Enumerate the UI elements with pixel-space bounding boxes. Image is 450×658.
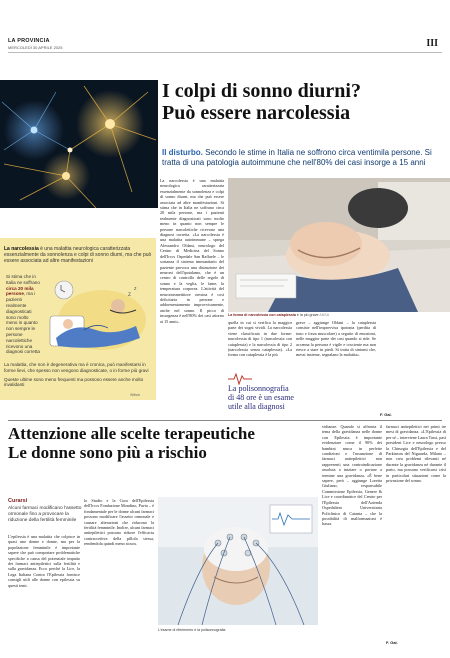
article2-signature: F. Gal.	[386, 640, 398, 645]
article1-column-1: La narcolessia è una malattia neurologica caratterizzata essenzialmente da sonnolenza e colpi di sonno diurni, ma che può essere associata ad altre manifestazioni. Si stima che in Italia ne soffrano circa 20 mila persone, ma i pazienti realmente diagnosticati sono molto meno in quanto non sempre le persone narcolettiche ricevono una diagnosi corretta. «La narcolessia è una malattia autoimmune – spiega Alessandro Oldani, neurologo del Centro di Medicina del Sonno dell'Irccs Ospedale San Raffaele – le sostanza il sistema immunitario del paziente provoca una distruzione dei neuroni dell'ipotalamo, che è un centro di controllo delle regole di sonno e la veglia, le fame, la temperatura corporea. L'attività del neurotrasmettitore orexina è così deficitaria in persone e addormentamento improvvisamente, anche nel sonno. Il picco di insorgenza è nell'80% dei casi attorno ai 15 anni».	[160, 178, 224, 324]
svg-text:z: z	[128, 292, 131, 298]
article2-headline: Attenzione alle scelte terapeutiche Le donne sono più a rischio	[8, 424, 255, 462]
article2-column-4: farmaci antiepilettici nei primi tre mesi di gravidanza. «L'Epilessia di per sé – interviene Laura Tassi, past president Lice e neurologo presso la Chirurgia dell'Epilessia e del Parkinson del Niguarda, Milano – non crea problemi rilevanti né durante la gravidanza né durante il parto, ma possono verificarsi crisi in particolari situazioni come la privazione del sonno.	[386, 424, 446, 484]
article1-column-4: grave – aggiunge Oldani – la cataplessia consiste nell'improvvisa ipotonia (perdita di tono e forza muscolare) a seguito di emozioni, nelle maggior parte dei casi quando si ride. Se accenna la persona è vigile e cosciente ma non riesce a stare in piedi. Si tratta di sintomi che, messi insieme, segnalano la malattia».	[296, 320, 376, 358]
stat-callout: La polisonnografia di 48 ore è un esame utile alla diagnosi	[228, 384, 294, 411]
sleeping-person-illustration	[44, 276, 152, 358]
photo-bottom-caption: L'esame di riferimento è la polisonnografia	[158, 628, 226, 632]
article1-headline: I colpi di sonno diurni? Può essere narcolessia	[162, 80, 361, 124]
infographic-stat: Si stima che in Italia ne soffrano circa 20 mila persone, ma i pazienti realmente diagnosticati sono molto meno in quanto non sempre le persone narcolettiche ricevono una diagnosi corretta	[6, 274, 40, 355]
article1-signature: F. Gal.	[380, 412, 392, 417]
article1-column-3: quella in cui si verifica la maggior parte dei sogni vividi. La narcolessia viene classificata in due forme: narcolessia di tipo 1 (narcolessia con cataplessia) e la narcolessia di tipo 2 (narcolessia senza cataplessia). «La forma con cataplessia è la più	[228, 320, 292, 358]
article2-subhead: Alcuni farmaci modificano l'assetto ormonale fino a provocare la riduzione della fertilità femminile	[8, 506, 82, 523]
issue-date: MERCOLEDÌ 30 APRILE 2025	[8, 45, 63, 50]
page-number: III	[426, 38, 438, 49]
section-rule	[8, 420, 442, 421]
brain-neurons-image	[0, 80, 158, 208]
sleeping-man-photo	[228, 178, 450, 312]
photo-top-caption: La forma di narcolessia con cataplessia è la più grave ANSA	[228, 313, 330, 317]
newspaper-brand: LA PROVINCIA	[8, 38, 50, 44]
infographic-intro: La narcolessia è una malattia neurologica caratterizzata essenzialmente da sonnolenza e colpi di sonno diurni, ma che può essere associata ad altre manifestazioni	[4, 246, 152, 265]
svg-text:z: z	[134, 286, 137, 292]
infographic-footnote: La malattia, che non è degenerativa ma è cronica, può manifestarsi in forme lievi, che spesso non vengono diagnosticate, o in forme più gravi Queste ultime sono meno frequenti ma possono essere anche molto invalidanti	[4, 362, 149, 388]
article2-column-1: L'epilessia è una malattia che colpisce in quasi uno donne e donne, ma per la popolazione femminile è importante sapere che può comportare problematiche specifiche a causa del potenziale impatto dei farmaci antiepilettici sulla fertilità e sulla gravidanza. Ecco perché la Lice, la Lega Italiana Contro l'Epilessia fornisce consigli utili alle donne con epilessia su questi temi.	[8, 534, 80, 588]
article1-deck	[162, 148, 447, 168]
deck-lead: Il disturbo.	[162, 148, 203, 157]
article2-column-2: lo Studio e la Cura dell'Epilessia dell'Irccs Fondazione Mondino, Pavia – è fondamentale per le donne alcuni farmaci possono modificare l'assetto ormonale e causare alterazioni che riducono la fertilità femminile. Inoltre, alcuni farmaci antiepilettici possono ridurre l'efficacia contraccettiva della pillola stessa, rendendola quindi meno sicura.	[84, 498, 154, 547]
header-rule	[8, 52, 442, 53]
article2-kicker: Curarsi	[8, 498, 28, 504]
polysomnography-photo	[158, 497, 318, 625]
deck-text: Secondo le stime in Italia ne soffrono circa ventimila persone. Si tratta di una patologia autoimmune che nell'80% dei casi insorge a 15 anni	[162, 148, 432, 167]
article2-column-3: vidianze. Quando si affronta il tema della gravidanza nelle donne con Epilessia è importante evidenziare come il 90% dei bambini nasca in perfette condizioni e l'assunzione di farmaci antiepilettici non rappresenti una controindicazione assoluta a iniziare o portare a termine una gravidanza. «È bene sapere, però – aggiunge Loretta Giuliano, responsabile Commissione Epilessia, Genere & Lice e coordinatrice del Centro per l'Epilessia dell'Azienda Ospedaliero Universitaria Policlinico di Catania – che la possibilità di malformazioni è bassa.	[322, 424, 382, 527]
infographic-credit: Withub	[130, 393, 140, 397]
